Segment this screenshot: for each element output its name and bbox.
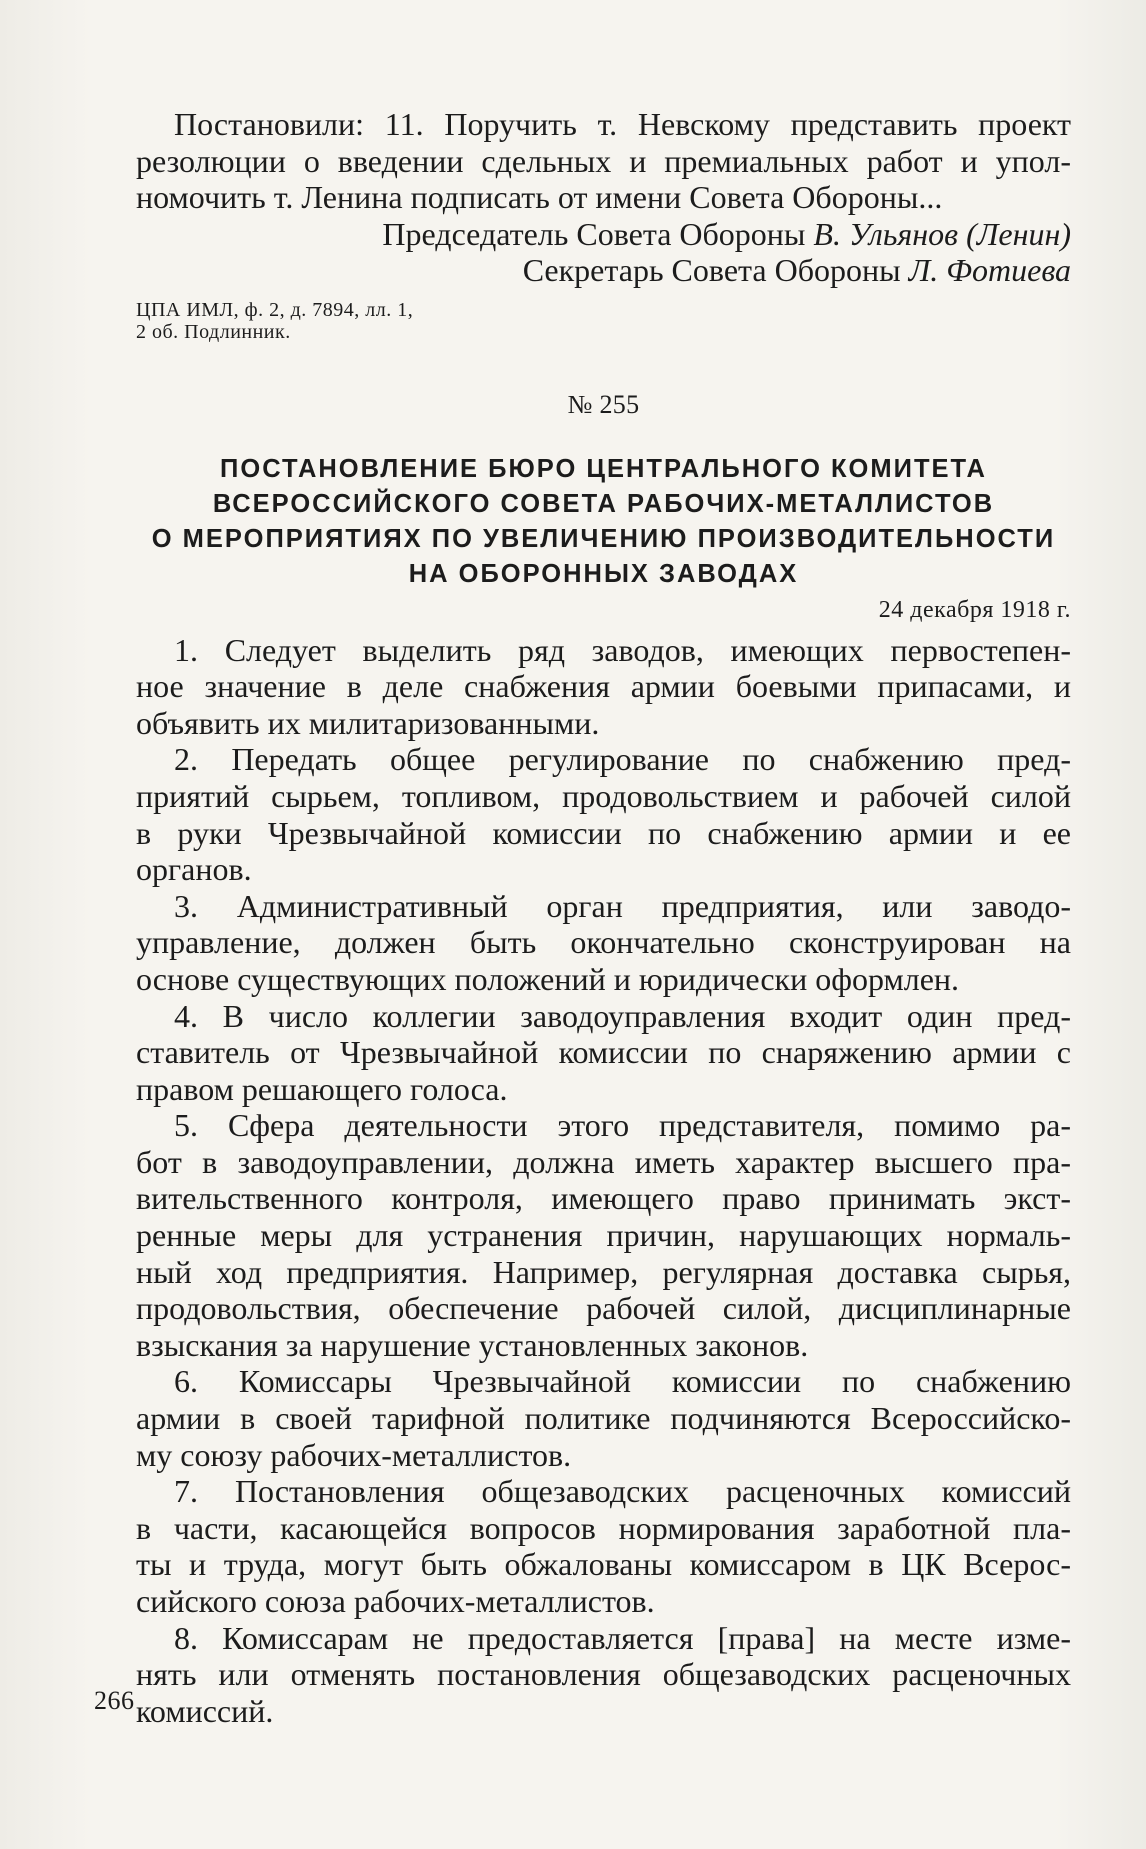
text-line: объявить их милитаризованными. <box>136 704 600 741</box>
text-line: 7. Постановления общезаводских расценочных комиссий <box>174 1473 1071 1510</box>
signature-secretary <box>136 252 1071 289</box>
document-title <box>136 452 1071 592</box>
title-line: ПОСТАНОВЛЕНИЕ БЮРО ЦЕНТРАЛЬНОГО КОМИТЕТА <box>220 454 987 483</box>
numbered-paragraph <box>136 1620 1071 1730</box>
signature-label: Председатель Совета Обороны <box>382 215 806 252</box>
numbered-paragraph <box>136 1473 1071 1619</box>
title-line: НА ОБОРОННЫХ ЗАВОДАХ <box>408 559 799 588</box>
text-line: ренные меры для устранения причин, нарушающих нормаль- <box>136 1217 1071 1254</box>
text-line: основе существующих положений и юридически оформлен. <box>136 960 960 997</box>
text-line: приятий сырьем, топливом, продовольствием и рабочей силой <box>136 777 1071 814</box>
document-date: 24 декабря 1918 г. <box>878 596 1071 623</box>
text-line: 5. Сфера деятельности этого представителя, помимо ра- <box>174 1107 1071 1144</box>
document-body <box>136 632 1071 1730</box>
text-line: в части, касающейся вопросов нормирования заработной пла- <box>136 1509 1071 1546</box>
text-line: вительственного контроля, имеющего право принимать экст- <box>136 1180 1071 1217</box>
text-line: правом решающего голоса. <box>136 1070 508 1107</box>
decision-paragraph <box>136 106 1071 216</box>
source-line: ЦПА ИМЛ, ф. 2, д. 7894, лл. 1, <box>136 298 414 321</box>
title-line: О МЕРОПРИЯТИЯХ ПО УВЕЛИЧЕНИЮ ПРОИЗВОДИТЕЛЬНОСТИ <box>151 524 1056 553</box>
text-line: управление, должен быть окончательно сконструирован на <box>136 924 1071 961</box>
text-line: 4. В число коллегии заводоуправления входит один пред- <box>174 997 1071 1034</box>
text-line: армии в своей тарифной политике подчиняются Всероссийско- <box>136 1400 1071 1437</box>
signature-name: Л. Фотиева <box>908 252 1071 289</box>
signature-name: В. Ульянов (Ленин) <box>813 215 1071 252</box>
title-line: ВСЕРОССИЙСКОГО СОВЕТА РАБОЧИХ-МЕТАЛЛИСТОВ <box>212 489 995 518</box>
numbered-paragraph <box>136 888 1071 998</box>
text-line: ставитель от Чрезвычайной комиссии по снаряжению армии с <box>136 1034 1071 1071</box>
archive-source <box>136 299 1071 343</box>
text-line: ты и труда, могут быть обжалованы комиссаром в ЦК Всерос- <box>136 1546 1071 1583</box>
text-line: в руки Чрезвычайной комиссии по снабжению армии и ее <box>136 814 1071 851</box>
text-line: 2. Передать общее регулирование по снабжению пред- <box>174 741 1071 778</box>
text-line: номочить т. Ленина подписать от имени Совета Обороны... <box>136 179 943 216</box>
text-line: ное значение в деле снабжения армии боевыми припасами, и <box>136 668 1071 705</box>
page-number: 266 <box>94 1686 135 1715</box>
numbered-paragraph <box>136 741 1071 887</box>
numbered-paragraph <box>136 632 1071 742</box>
text-line: му союзу рабочих-металлистов. <box>136 1436 572 1473</box>
text-column <box>136 106 1071 1729</box>
numbered-paragraph <box>136 1363 1071 1473</box>
numbered-paragraph <box>136 998 1071 1108</box>
text-line: взыскания за нарушение установленных законов. <box>136 1326 809 1363</box>
text-line: 3. Административный орган предприятия, или заводо- <box>174 887 1071 924</box>
text-line: сийского союза рабочих-металлистов. <box>136 1583 655 1619</box>
document-number: № 255 <box>567 389 640 419</box>
source-line: 2 об. Подлинник. <box>136 320 291 343</box>
text-line: бот в заводоуправлении, должна иметь характер высшего пра- <box>136 1143 1071 1180</box>
text-line: Постановили: 11. Поручить т. Невскому представить проект <box>174 106 1071 142</box>
text-line: 8. Комиссарам не предоставляется [права] на месте изме- <box>174 1619 1071 1656</box>
signature-chair <box>136 216 1071 253</box>
text-line: органов. <box>136 851 252 888</box>
text-line: резолюции о введении сдельных и премиальных работ и упол- <box>136 142 1071 179</box>
text-line: комиссий. <box>136 1692 274 1729</box>
text-line: 6. Комиссары Чрезвычайной комиссии по снабжению <box>174 1363 1071 1400</box>
text-line: ный ход предприятия. Например, регулярная доставка сырья, <box>136 1253 1071 1290</box>
numbered-paragraph <box>136 1107 1071 1363</box>
text-line: нять или отменять постановления общезаводских расценочных <box>136 1656 1071 1693</box>
text-line: продовольствия, обеспечение рабочей силой, дисциплинарные <box>136 1290 1071 1327</box>
signature-label: Секретарь Совета Обороны <box>522 252 901 289</box>
text-line: 1. Следует выделить ряд заводов, имеющих первостепен- <box>174 631 1071 668</box>
